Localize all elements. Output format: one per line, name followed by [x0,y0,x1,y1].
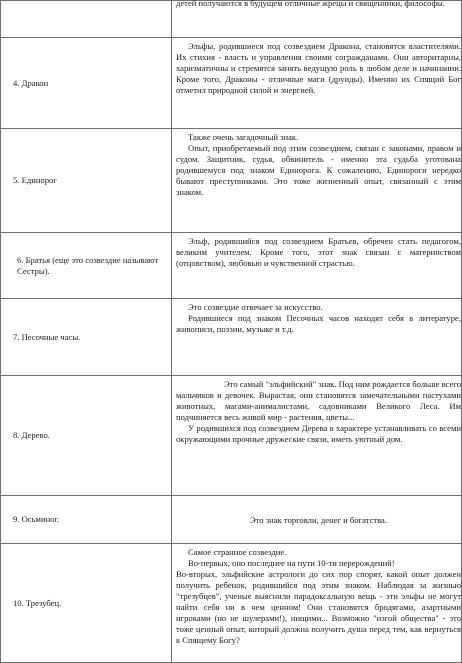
sign-name-cell [1,129,172,233]
table-row [1,299,462,376]
description-paragraph: Это знак торговли, денег и богатства. [249,514,387,525]
description-paragraph: Эльф, родившийся под созвездием Братьев, обречен стать педагогом, великим учителем. Кроме того, этот знак связан с материнством (отцовством), любовью и чувственной страстью. [176,236,461,268]
sign-name: 10. Трезубец. [13,597,62,608]
sign-name-cell [1,38,172,129]
description-paragraph: Это созвездие отвечает за искусство. [188,302,323,312]
sign-description-cell [172,38,462,129]
sign-description-cell [172,129,462,233]
sign-description-cell [172,376,462,496]
table-row [1,376,462,496]
sign-name: 5. Единорог [13,175,57,185]
sign-description-cell [172,496,462,544]
sign-name: 4. Дракон [13,77,49,88]
description-paragraph: Самое странное созвездие. [188,547,287,557]
sign-name: 8. Дерево. [13,430,50,440]
sign-description-cell [172,233,462,299]
description-paragraph: Родившиеся под знаком Песочных часов находят себя в литературе, живописи, поэзии, музыке и т.д. [176,313,461,334]
sign-name: 7. Песочные часы. [13,331,81,342]
table-row [1,38,462,129]
table-row [1,129,462,233]
table-row [1,233,462,299]
table-row [1,496,462,544]
description-paragraph: Это самый "эльфийский" знак. Под ним рождается больше всего мальчиков и девочек. Вырастая, они становятся замечательными пастухами животных, магами-анималистами, садовниками Великого Леса. Им подчиняется весь живой мир - растения, цветы... [176,379,461,422]
sign-name-cell [1,544,172,663]
description-paragraph: Во-вторых, эльфийские астрологи до сих пор спорят, какой опыт должен получить ребенок, родившийся под этим знаком. Наблюдая за жизнью "трезубцев", ученые выяснили парадоксальную вещь - эти эльфы не могут найти себя ни в чем ценном! Они становятся бродягами, азартными игроками (но не шулерами!), нищими... Возможно "изгой общества" - это тоже ценный опыт, который должна получить душа перед тем, как вернуться к Спящему Богу? [176,569,461,645]
sign-name-cell [1,376,172,496]
sign-name: 6. Братья (еще это созвездие называют Сестры). [17,254,159,276]
table-row [1,544,462,663]
description-paragraph: Также очень загадочный знак. [188,132,299,142]
sign-description-cell [172,544,462,663]
sign-name-cell [1,1,172,38]
sign-name: 9. Осьминог. [13,514,60,524]
description-paragraph: Во-первых, оно последнее на пути 10-ти перерождений! [188,558,395,568]
sign-name-cell [1,299,172,376]
sign-name-cell [1,496,172,544]
description-paragraph: детей получаются в будущем отличные жрецы и священники, философы. [176,0,445,8]
description-paragraph: У родившихся под созвездием Дерева в характере устанавливать со всеми окружающими прочные дружеские связи, иметь уютный дом. [176,423,461,444]
table-row [1,1,462,38]
sign-description-cell [172,299,462,376]
sign-description-cell [172,1,462,38]
description-paragraph: Опыт, приобретаемый под этим созвездием, связан с законами, правом и судом. Защитник, судья, обвинитель - именно эта судьба уготована родившемуся под знаком Единорога. К сожалению, Единороги нередко бывают преступниками. Это тоже жизненный опыт, связанный с этим знаком. [176,143,461,197]
description-paragraph: Эльфы, родившиеся под созвездием Дракона, становятся властителями. Их стихия - власть и управления своими согражданами. Они авторитарны, харизматичны и стремятся занять ведущую роль в любом деле и начинании. Кроме того, Драконы - отличные маги (друиды). Именно их Спящий Бог отметил природной силой и энергией. [176,41,461,95]
sign-name-cell [1,233,172,299]
